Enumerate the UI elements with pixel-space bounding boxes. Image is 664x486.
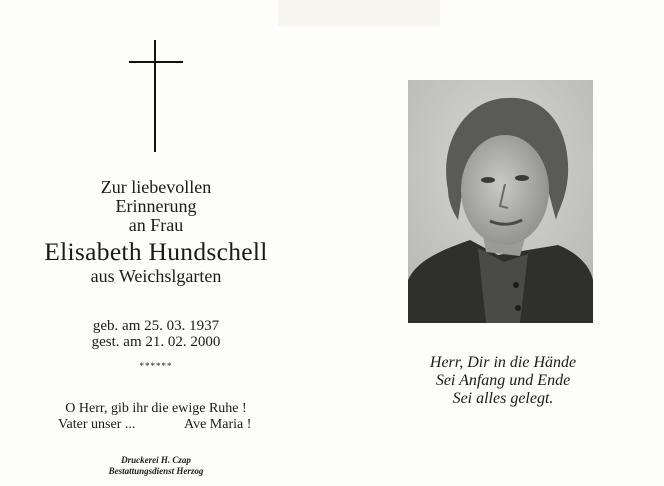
prayer-line	[18, 417, 294, 433]
cross-vertical	[154, 40, 156, 152]
deceased-name: Elisabeth Hundschell	[44, 237, 268, 266]
psalm-line: Sei Anfang und Ende	[435, 372, 571, 389]
printer-line: Bestattungsdienst Herzog	[108, 466, 204, 476]
portrait-photo	[408, 80, 593, 323]
printer-line: Druckerei H. Czap	[121, 455, 191, 465]
portrait-illustration	[408, 80, 593, 323]
death-date: gest. am 21. 02. 2000	[91, 334, 221, 350]
life-dates	[18, 318, 294, 350]
paper-strip	[278, 0, 440, 26]
psalm-verse	[378, 354, 628, 408]
dedication-line: an Frau	[128, 215, 184, 235]
prayer-vater-unser: Vater unser ...	[58, 417, 136, 432]
dedication	[18, 178, 294, 235]
prayer	[18, 401, 294, 433]
separator: ******	[139, 361, 173, 371]
birth-date: geb. am 25. 03. 1937	[92, 318, 220, 334]
cross-icon	[126, 40, 186, 152]
prayer-line: O Herr, gib ihr die ewige Ruhe !	[65, 401, 247, 416]
printer-credit	[18, 455, 294, 477]
dedication-line: Erinnerung	[115, 196, 197, 216]
cross-horizontal	[129, 61, 183, 63]
psalm-line: Sei alles gelegt.	[452, 390, 554, 407]
dedication-line: Zur liebevollen	[100, 177, 212, 197]
prayer-ave-maria: Ave Maria !	[184, 417, 252, 432]
origin: aus Weichslgarten	[90, 266, 222, 286]
psalm-line: Herr, Dir in die Hände	[429, 354, 577, 371]
